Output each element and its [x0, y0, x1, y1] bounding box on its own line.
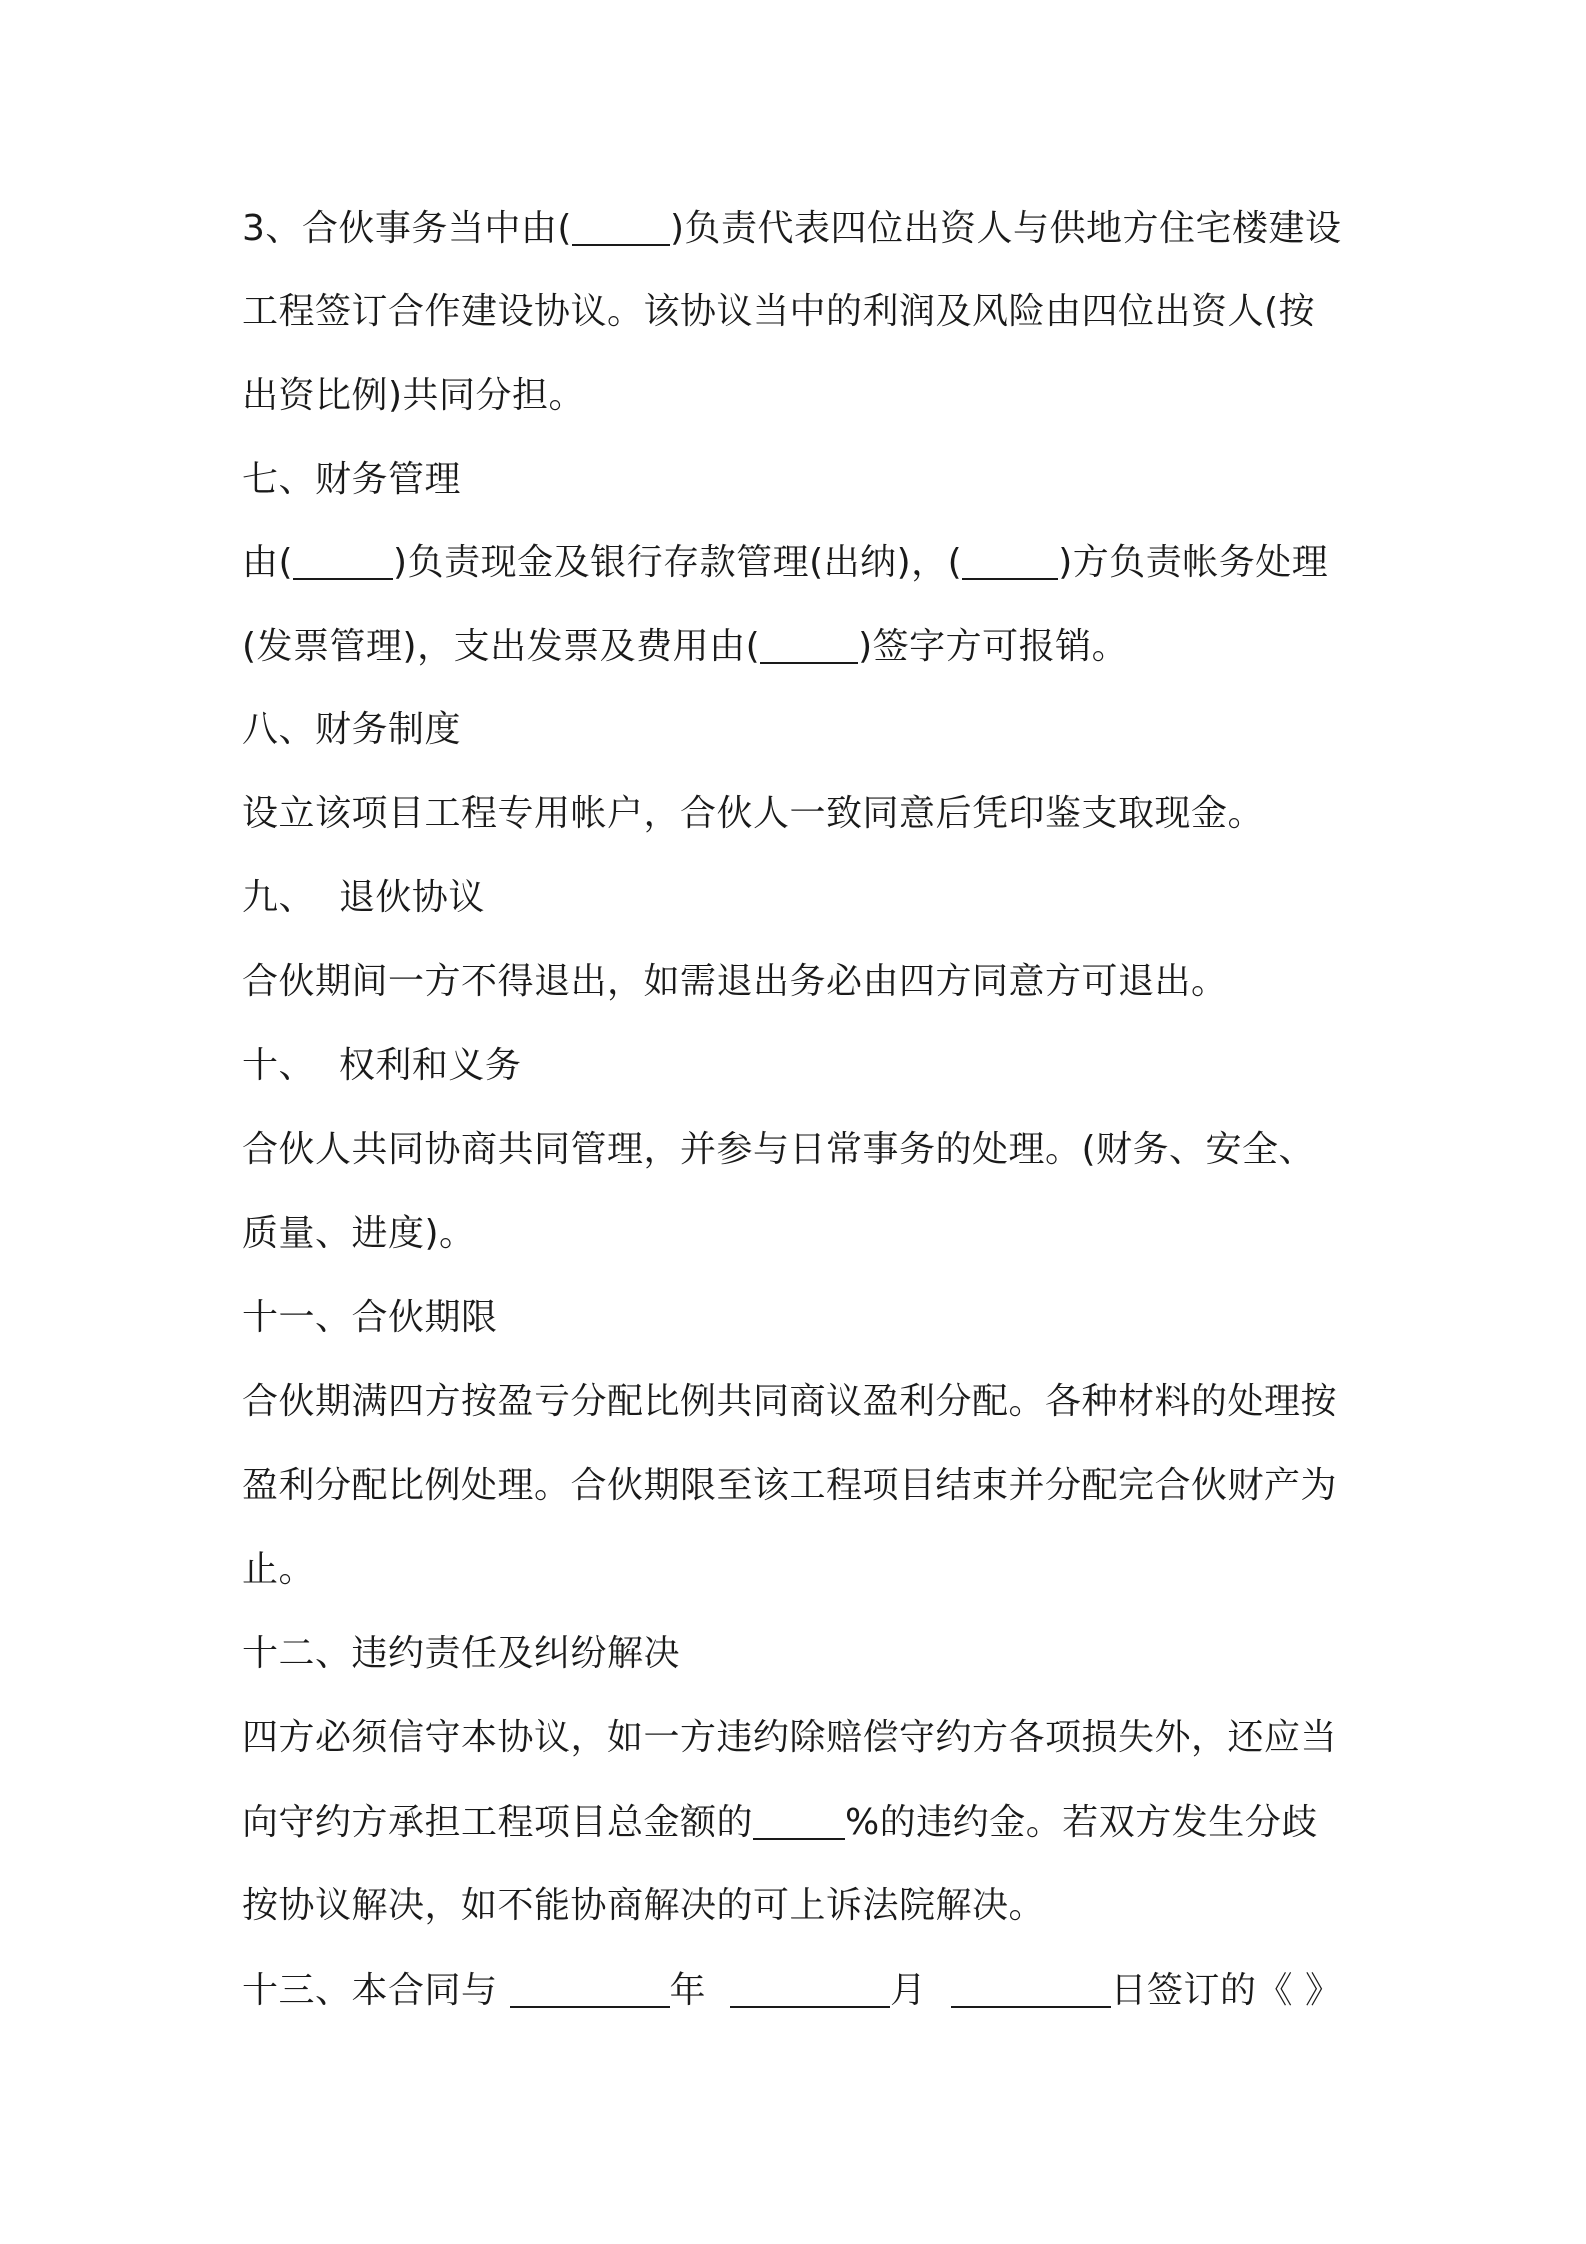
- text-segment: 设立该项目工程专用帐户，合伙人一致同意后凭印鉴支取现金。: [242, 793, 1265, 834]
- paragraph-line: [242, 372, 585, 420]
- paragraph-line: [242, 204, 1342, 253]
- paragraph-line: [242, 288, 1315, 336]
- fill-blank[interactable]: [572, 204, 670, 246]
- paragraph-line: [242, 1462, 1337, 1510]
- text-segment: (发票管理)，支出发票及费用由(: [242, 626, 761, 667]
- text-segment: )签字方可报销。: [858, 626, 1129, 667]
- text-segment: 四方必须信守本协议，如一方违约除赔偿守约方各项损失外，还应当: [242, 1717, 1338, 1758]
- fill-blank[interactable]: [760, 622, 858, 664]
- section-heading: [242, 1630, 680, 1678]
- paragraph-line: [242, 1378, 1337, 1426]
- text-segment: )负责代表四位出资人与供地方住宅楼建设: [669, 208, 1342, 249]
- fill-blank[interactable]: [293, 538, 393, 580]
- section-heading: [242, 706, 461, 754]
- section-heading: [242, 1966, 1342, 2015]
- heading-text: 八、财务制度: [242, 709, 462, 750]
- paragraph-line: [242, 1798, 1318, 1847]
- text-segment: 质量、进度)。: [242, 1213, 476, 1254]
- text-segment: 向守约方承担工程项目总金额的: [242, 1802, 754, 1843]
- fill-blank[interactable]: [962, 538, 1058, 580]
- paragraph-line: [242, 1714, 1337, 1762]
- text-segment: 年: [669, 1970, 707, 2011]
- fill-blank[interactable]: [753, 1798, 845, 1840]
- text-segment: 出资比例)共同分担。: [242, 375, 586, 416]
- text-segment: %的违约金。若双方发生分歧: [845, 1802, 1318, 1843]
- text-segment: 盈利分配比例处理。合伙期限至该工程项目结束并分配完合伙财产为: [242, 1465, 1338, 1506]
- text-segment: )负责现金及银行存款管理(出纳)，(: [393, 542, 963, 583]
- section-heading: [242, 1294, 498, 1342]
- paragraph-line: [242, 622, 1128, 671]
- text-segment: 合伙期满四方按盈亏分配比例共同商议盈利分配。各种材料的处理按: [242, 1381, 1338, 1422]
- section-heading: [242, 456, 461, 504]
- section-heading: [242, 874, 485, 922]
- fill-blank[interactable]: [510, 1966, 670, 2008]
- paragraph-line: [242, 1546, 315, 1594]
- section-heading: [242, 1042, 521, 1090]
- text-segment: 3、合伙事务当中由(: [242, 208, 572, 249]
- text-segment: 工程签订合作建设协议。该协议当中的利润及风险由四位出资人(按: [242, 291, 1316, 332]
- paragraph-line: [242, 790, 1264, 838]
- text-segment: 按协议解决，如不能协商解决的可上诉法院解决。: [242, 1885, 1046, 1926]
- text-segment: 月: [890, 1970, 927, 2011]
- paragraph-line: [242, 538, 1328, 587]
- heading-text: 十一、合伙期限: [242, 1297, 498, 1338]
- text-segment: 日签订的《 》: [1110, 1970, 1342, 2011]
- text-segment: 止。: [242, 1549, 316, 1590]
- heading-text: 十、 权利和义务: [242, 1045, 522, 1086]
- fill-blank[interactable]: [730, 1966, 890, 2008]
- paragraph-line: [242, 1210, 476, 1258]
- heading-text: 十二、违约责任及纠纷解决: [242, 1633, 681, 1674]
- text-segment: )方负责帐务处理: [1058, 542, 1329, 583]
- fill-blank[interactable]: [951, 1966, 1111, 2008]
- heading-text: 七、财务管理: [242, 459, 462, 500]
- text-segment: 合伙期间一方不得退出，如需退出务必由四方同意方可退出。: [242, 961, 1228, 1002]
- paragraph-line: [242, 1126, 1315, 1174]
- heading-text: 九、 退伙协议: [242, 877, 485, 918]
- heading-text: 十三、本合同与: [242, 1970, 498, 2011]
- text-segment: 由(: [242, 542, 294, 583]
- paragraph-line: [242, 1882, 1045, 1930]
- text-segment: 合伙人共同协商共同管理，并参与日常事务的处理。(财务、安全、: [242, 1129, 1316, 1170]
- paragraph-line: [242, 958, 1228, 1006]
